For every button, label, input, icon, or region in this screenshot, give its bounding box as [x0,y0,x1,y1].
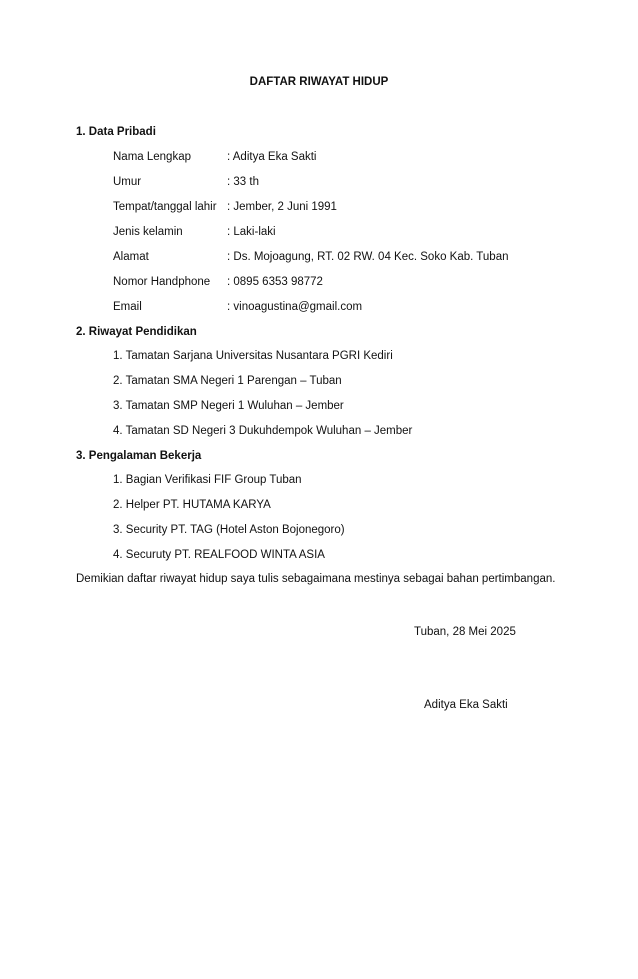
field-row-tempat-tanggal-lahir [113,201,593,213]
experience-item: 4. Securuty PT. REALFOOD WINTA ASIA [113,549,325,561]
education-item: 3. Tamatan SMP Negeri 1 Wuluhan – Jember [113,400,344,412]
experience-item: 2. Helper PT. HUTAMA KARYA [113,499,271,511]
document-title: DAFTAR RIWAYAT HIDUP [249,76,389,88]
place-date: Tuban, 28 Mei 2025 [414,626,516,638]
field-value: : Aditya Eka Sakti [227,151,317,163]
field-row-umur [113,176,593,188]
field-label: Tempat/tanggal lahir [113,201,217,213]
field-value: : 33 th [227,176,259,188]
section-heading-pengalaman-bekerja: 3. Pengalaman Bekerja [76,450,202,462]
field-label: Nomor Handphone [113,276,211,288]
section-heading-riwayat-pendidikan: 2. Riwayat Pendidikan [76,326,197,338]
field-row-email [113,301,593,313]
education-item: 4. Tamatan SD Negeri 3 Dukuhdempok Wuluhan – Jember [113,425,413,437]
closing-statement: Demikian daftar riwayat hidup saya tulis sebagaimana mestinya sebagai bahan pertimbangan. [76,573,556,585]
education-item: 1. Tamatan Sarjana Universitas Nusantara PGRI Kediri [113,350,393,362]
field-label: Jenis kelamin [113,226,183,238]
education-item: 2. Tamatan SMA Negeri 1 Parengan – Tuban [113,375,342,387]
field-row-jenis-kelamin [113,226,593,238]
field-row-alamat [113,251,593,263]
field-value: : Jember, 2 Juni 1991 [227,201,337,213]
field-value: : Laki-laki [227,226,276,238]
experience-item: 3. Security PT. TAG (Hotel Aston Bojonegoro) [113,524,345,536]
field-label: Umur [113,176,142,188]
field-row-nama-lengkap [113,151,593,163]
experience-item: 1. Bagian Verifikasi FIF Group Tuban [113,474,302,486]
field-label: Alamat [113,251,149,263]
field-value: : Ds. Mojoagung, RT. 02 RW. 04 Kec. Soko Kab. Tuban [227,251,509,263]
field-value: : vinoagustina@gmail.com [227,301,363,313]
field-label: Email [113,301,142,313]
field-value: : 0895 6353 98772 [227,276,323,288]
field-row-nomor-handphone [113,276,593,288]
signature-name: Aditya Eka Sakti [424,699,508,711]
section-heading-data-pribadi: 1. Data Pribadi [76,126,156,138]
field-label: Nama Lengkap [113,151,191,163]
